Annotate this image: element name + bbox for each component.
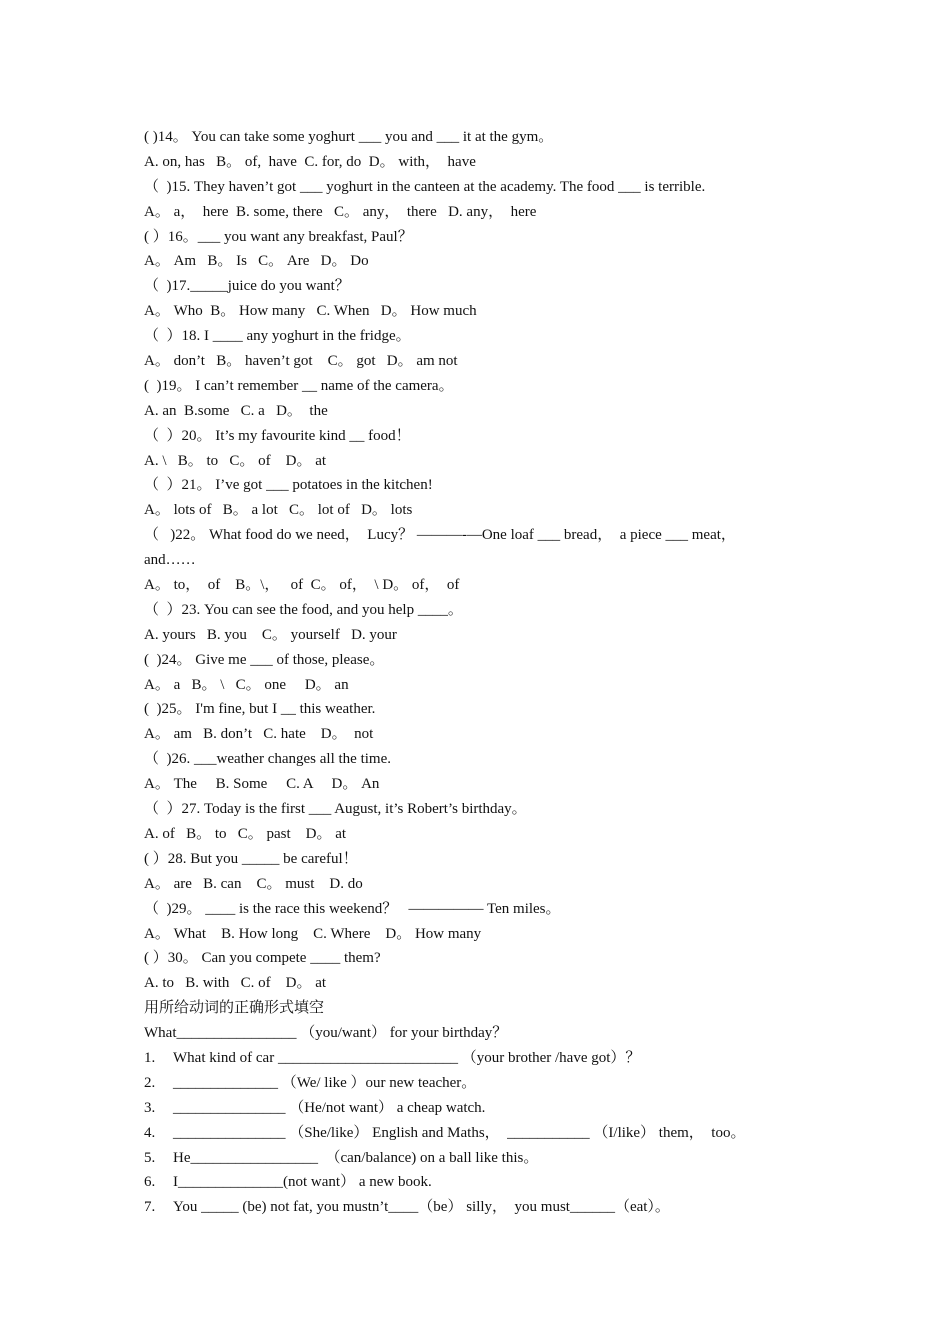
item-number: 6. [144,1174,156,1191]
options-22: A。 to， of B。\， of C。 of， \ D。 of， of [144,577,460,594]
item-text: _______________ （He/not want） a cheap watch. [173,1099,486,1116]
options-20: A. \ B。 to C。 of D。 at [144,452,327,469]
options-25: A。 am B. don’t C. hate D。 not [144,726,374,743]
item-text: You _____ (be) not fat, you mustn’t____（be） silly， you must______（eat）。 [173,1199,670,1216]
verb-item-7 [144,1195,804,1220]
options-18: A。 don’t B。 haven’t got C。 got D。 am not [144,353,458,370]
options-30: A. to B. with C. of D。 at [144,975,327,992]
options-24: A。 a B。 \ C。 one D。 an [144,676,349,693]
options-15: A。 a， here B. some, there C。 any， there D. any， here [144,203,537,220]
item-text: What kind of car ________________________ （your brother /have got）？ [173,1049,641,1066]
options-26: A。 The B. Some C. A D。 An [144,776,380,793]
item-number: 1. [144,1049,156,1066]
section-intro: What________________ （you/want） for your birthday？ [144,1025,508,1042]
item-text: I______________(not want） a new book. [173,1174,432,1191]
verb-item-5 [144,1146,804,1171]
section-title: 用所给动词的正确形式填空 [144,1000,325,1017]
item-number: 2. [144,1074,156,1091]
question-14: ( )14。 You can take some yoghurt ___ you and ___ it at the gym。 [144,129,554,145]
options-23: A. yours B. you C。 yourself D. your [144,626,397,643]
question-17: （ )17._____juice do you want？ [144,278,350,295]
question-20: （ ）20。 It’s my favourite kind __ food！ [144,427,411,444]
options-17: A。 Who B。 How many C. When D。 How much [144,303,477,320]
question-23: （ ）23. You can see the food, and you help ____。 [144,601,463,618]
question-22-continued: and…… [144,552,196,569]
verb-item-3 [144,1096,804,1121]
question-16: ( ）16。___ you want any breakfast, Paul？ [144,228,413,245]
question-30: ( ）30。 Can you compete ____ them? [144,950,381,967]
verb-item-2 [144,1071,804,1096]
item-number: 4. [144,1124,156,1141]
options-16: A。 Am B。 Is C。 Are D。 Do [144,253,369,270]
question-24: ( )24。 Give me ___ of those, please。 [144,651,385,668]
question-18: （ ）18. I ____ any yoghurt in the fridge。 [144,328,411,345]
item-number: 5. [144,1149,156,1166]
question-27: （ ）27. Today is the first ___ August, it’s Robert’s birthday。 [144,801,527,818]
options-28: A。 are B. can C。 must D. do [144,875,363,892]
item-text: ______________ （We/ like ）our new teacher。 [173,1074,477,1091]
verb-item-1 [144,1046,804,1071]
item-text: _______________ （She/like） English and Maths， ___________ （I/like） them， too。 [173,1124,746,1141]
options-27: A. of B。 to C。 past D。 at [144,825,347,842]
question-15: （ )15. They haven’t got ___ yoghurt in the canteen at the academy. The food ___ is terrible. [144,178,706,195]
question-26: （ )26. ___weather changes all the time. [144,751,392,768]
options-29: A。 What B. How long C. Where D。 How many [144,925,482,942]
question-21: （ ）21。 I’ve got ___ potatoes in the kitchen! [144,477,433,494]
item-number: 7. [144,1199,156,1216]
item-number: 3. [144,1099,156,1116]
question-29: （ )29。 ____ is the race this weekend？ ————— Ten miles。 [144,900,561,917]
worksheet-content [144,125,804,1220]
verb-item-6 [144,1170,804,1195]
verb-item-4 [144,1121,804,1146]
question-19: ( )19。 I can’t remember __ name of the camera。 [144,377,454,394]
question-25: ( )25。 I'm fine, but I __ this weather. [144,701,376,718]
item-text: He_________________ （can/balance) on a ball like this。 [173,1149,539,1166]
question-22: （ )22。 What food do we need， Lucy？ ———-—One loaf ___ bread， a piece ___ meat， [144,527,736,544]
options-21: A。 lots of B。 a lot C。 lot of D。 lots [144,502,413,519]
options-14: A. on, has B。 of, have C. for, do D。 with， have [144,153,476,170]
question-28: ( ）28. But you _____ be careful！ [144,850,358,867]
options-19: A. an B.some C. a D。 the [144,402,328,419]
